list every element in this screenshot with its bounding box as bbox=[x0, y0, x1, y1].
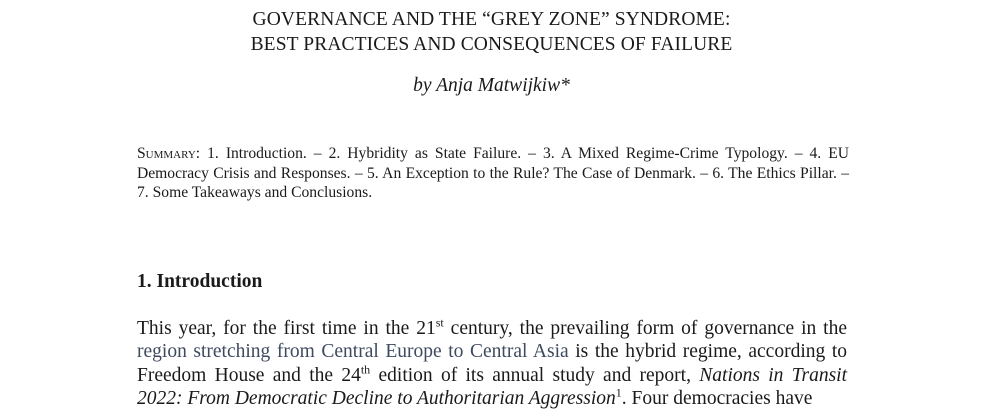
paper-title bbox=[0, 7, 983, 57]
ordinal-superscript: th bbox=[360, 362, 371, 377]
title-line-2: BEST PRACTICES AND CONSEQUENCES OF FAILURE bbox=[250, 34, 733, 55]
text-run: This year, for the first time in the 21 bbox=[137, 318, 436, 339]
section-heading: 1. Introduction bbox=[137, 271, 263, 292]
text-run: edition of its annual study and report, bbox=[370, 364, 700, 386]
introduction-paragraph bbox=[137, 317, 847, 410]
region-phrase: region stretching from Central Europe to Central Asia bbox=[137, 341, 569, 363]
author-byline: by Anja Matwijkiw* bbox=[413, 75, 570, 96]
text-run: is the hybrid regime, according to Freedom House and the 24 bbox=[137, 341, 847, 386]
ordinal-superscript: st bbox=[435, 315, 444, 330]
report-title: Nations in Transit 2022: From Democratic Decline to Authoritarian Aggression bbox=[137, 364, 848, 409]
summary-block bbox=[137, 144, 849, 203]
title-line-1: GOVERNANCE AND THE “GREY ZONE” SYNDROME: bbox=[252, 9, 731, 30]
summary-label: Summary bbox=[137, 145, 196, 162]
footnote-marker: 1 bbox=[615, 385, 622, 400]
text-run: . Four democracies have bbox=[621, 387, 813, 409]
summary-text: : 1. Introduction. – 2. Hybridity as State Failure. – 3. A Mixed Regime-Crime Typology. – 4. EU Democracy Crisis and Responses. – 5. An Exception to the Rule? The Case of Denmark. – 6. The Ethics Pillar. – 7. Some Takeaways and Conclusions. bbox=[137, 145, 849, 201]
text-run: century, the prevailing form of governance in the bbox=[443, 318, 848, 339]
